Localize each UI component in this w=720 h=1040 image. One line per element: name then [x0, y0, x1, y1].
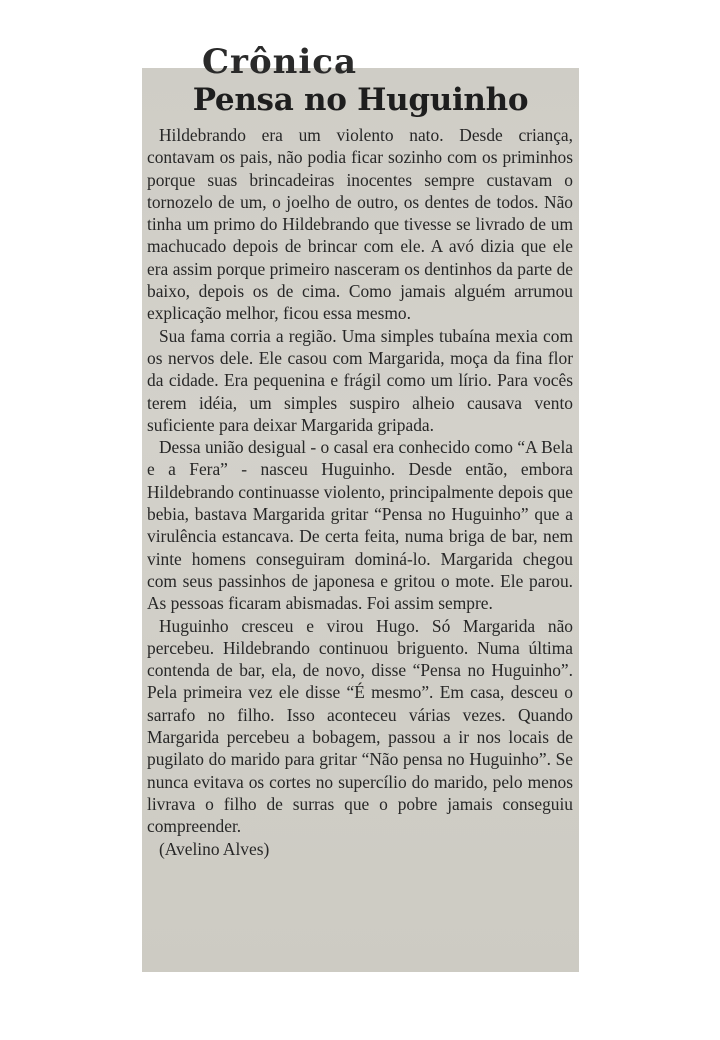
author-signature: (Avelino Alves): [159, 838, 270, 859]
paragraph-3: Dessa união desigual - o casal era conhecido como “A Bela e a Fera” - nasceu Huguinho. Desde então, embora Hildebrando continuasse violento, principalmente depois que bebia, bastava Margarida gritar “Pensa no Huguinho” que a virulência estancava. De certa feita, numa briga de bar, nem vinte homens conseguiram dominá-lo. Margarida chegou com seus passinhos de japonesa e gritou o mote. Ele parou. As pessoas ficaram abismadas. Foi assim sempre.: [147, 437, 573, 614]
paragraph-1: Hildebrando era um violento nato. Desde criança, contavam os pais, não podia ficar sozinho com os priminhos porque suas brincadeiras inocentes sempre custavam o tornozelo de um, o joelho de outro, os dentes de todos. Não tinha um primo do Hildebrando que tivesse se livrado de um machucado depois de brincar com ele. A avó dizia que ele era assim porque primeiro nasceram os dentinhos da parte de baixo, depois os de cima. Como jamais alguém arrumou explicação melhor, ficou essa mesmo.: [147, 125, 573, 324]
article-title: Pensa no Huguinho: [192, 82, 529, 118]
paragraph-2: Sua fama corria a região. Uma simples tubaína mexia com os nervos dele. Ele casou com Margarida, moça da fina flor da cidade. Era pequenina e frágil como um lírio. Para vocês terem idéia, um simples suspiro alheio causava vento suficiente para deixar Margarida gripada.: [147, 325, 573, 435]
newspaper-clipping: [142, 42, 579, 972]
paragraph-4: Huguinho cresceu e virou Hugo. Só Margarida não percebeu. Hildebrando continuou briguento. Numa última contenda de bar, ela, de novo, disse “Pensa no Huguinho”. Pela primeira vez ele disse “É mesmo”. Em casa, desceu o sarrafo no filho. Isso aconteceu várias vezes. Quando Margarida percebeu a bobagem, passou a ir nos locais de pugilato do marido para gritar “Não pensa no Huguinho”. Se nunca evitava os cortes no supercílio do marido, pelo menos livrava o filho de surras que o pobre jamais conseguiu compreender.: [147, 615, 573, 837]
section-heading-cut: Crônica: [202, 42, 358, 82]
article-body: [147, 124, 573, 860]
